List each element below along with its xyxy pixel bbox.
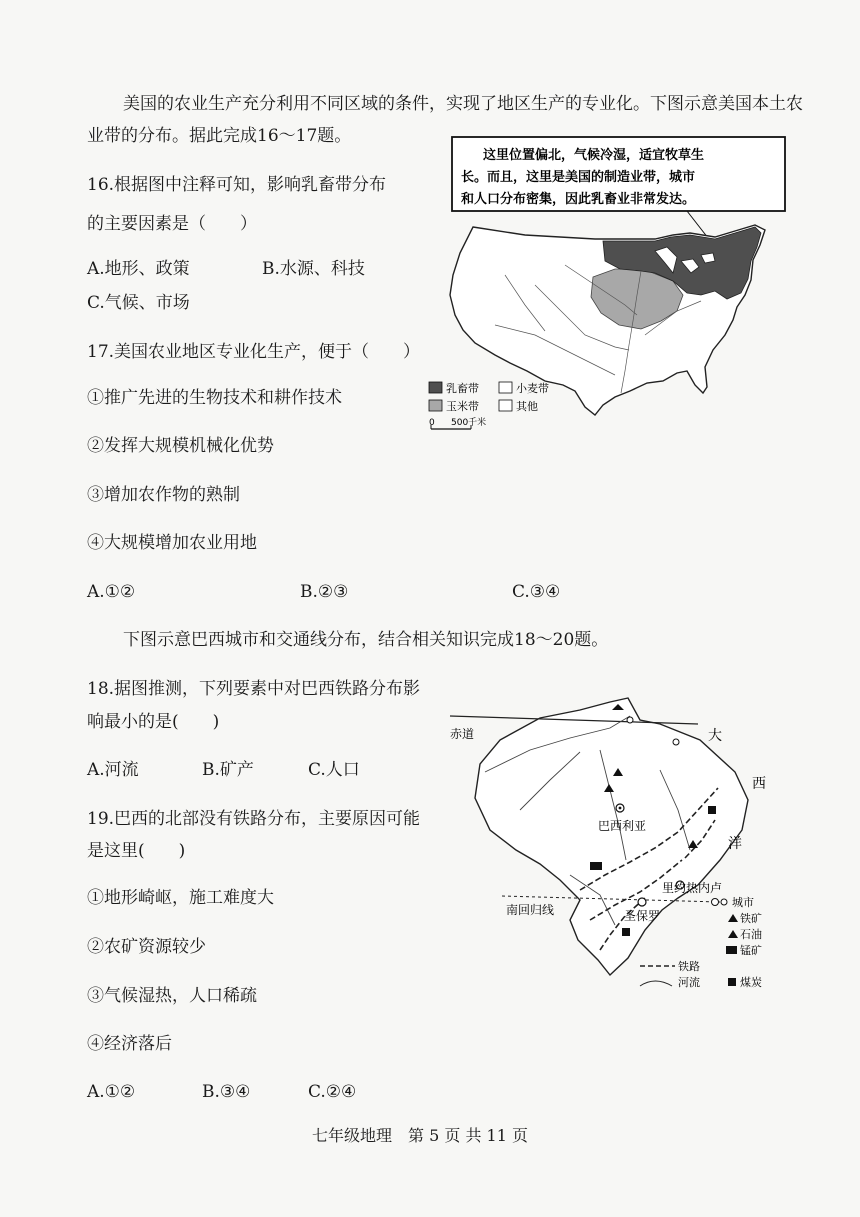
q18-stem-2: 响最小的是( ) xyxy=(87,712,220,732)
q18-stem-1: 18.据图推测，下列要素中对巴西铁路分布影 xyxy=(87,679,421,699)
label-rio: 里约热内卢 xyxy=(662,881,723,895)
legend-city: 城市 xyxy=(732,896,754,909)
manganese-icon xyxy=(590,862,602,870)
legend-river: 河流 xyxy=(678,976,700,989)
legend-iron-icon xyxy=(728,914,738,922)
q19-item-1: ①地形崎岖，施工难度大 xyxy=(87,888,274,908)
legend-wheat-label: 小麦带 xyxy=(516,382,549,395)
legend-dairy-label: 乳畜带 xyxy=(446,382,479,395)
coal-icon-2 xyxy=(622,928,630,936)
intro-line-1: 美国的农业生产充分利用不同区域的条件，实现了地区生产的专业化。下图示意美国本土农 xyxy=(123,94,803,114)
q19-stem-2: 是这里( ) xyxy=(87,841,186,861)
q18-option-c: C.人口 xyxy=(308,760,360,780)
legend-railway: 铁路 xyxy=(678,960,700,973)
q16-stem-1: 16.根据图中注释可知，影响乳畜带分布 xyxy=(87,175,387,195)
q17-item-4: ④大规模增加农业用地 xyxy=(87,533,257,553)
intro-line-2: 业带的分布。据此完成16～17题。 xyxy=(87,126,352,146)
usa-map-legend xyxy=(429,381,549,413)
ocean-label-2: 西 xyxy=(752,776,766,792)
q19-item-3: ③气候湿热，人口稀疏 xyxy=(87,986,257,1006)
coal-icon xyxy=(708,806,716,814)
legend-iron: 铁矿 xyxy=(740,912,762,925)
q19-option-c: C.②④ xyxy=(308,1082,357,1102)
q17-option-a: A.①② xyxy=(87,582,136,602)
legend-coal-icon xyxy=(728,978,736,986)
annotation-line-3: 和人口分布密集，因此乳畜业非常发达。 xyxy=(461,192,696,207)
scale-zero: 0 xyxy=(429,418,435,428)
q17-stem: 17.美国农业地区专业化生产，便于（ ） xyxy=(87,342,421,362)
q16-option-b: B.水源、科技 xyxy=(262,259,365,279)
q18-option-b: B.矿产 xyxy=(202,760,254,780)
q17-option-b: B.②③ xyxy=(300,582,349,602)
annotation-line-2: 长。而且，这里是美国的制造业带，城市 xyxy=(461,170,696,185)
legend-manganese-icon xyxy=(726,946,737,954)
intro2: 下图示意巴西城市和交通线分布，结合相关知识完成18～20题。 xyxy=(123,630,609,650)
q19-item-2: ②农矿资源较少 xyxy=(87,937,206,957)
brazil-transport-map xyxy=(440,680,800,1000)
legend-manganese: 锰矿 xyxy=(740,944,762,957)
legend-wheat-swatch xyxy=(499,382,512,393)
legend-corn-label: 玉米带 xyxy=(446,400,479,413)
q17-item-3: ③增加农作物的熟制 xyxy=(87,485,240,505)
q16-stem-2: 的主要因素是（ ） xyxy=(87,214,257,234)
usa-map-scale xyxy=(429,416,486,429)
q19-item-4: ④经济落后 xyxy=(87,1034,172,1054)
city-fortaleza xyxy=(673,739,679,745)
ocean-label-3: 洋 xyxy=(728,836,742,852)
q17-item-1: ①推广先进的生物技术和耕作技术 xyxy=(87,388,342,408)
q19-stem-1: 19.巴西的北部没有铁路分布，主要原因可能 xyxy=(87,809,421,829)
scale-label: 500千米 xyxy=(451,418,487,428)
q16-option-a: A.地形、政策 xyxy=(87,259,190,279)
q19-option-a: A.①② xyxy=(87,1082,136,1102)
city-belem xyxy=(627,717,633,723)
legend-oil: 石油 xyxy=(740,928,762,941)
q18-option-a: A.河流 xyxy=(87,760,139,780)
page-footer: 七年级地理 第 5 页 共 11 页 xyxy=(312,1126,528,1145)
equator-label: 赤道 xyxy=(450,727,475,741)
legend-corn-swatch xyxy=(429,400,442,411)
q17-item-2: ②发挥大规模机械化优势 xyxy=(87,436,274,456)
q17-option-c: C.③④ xyxy=(512,582,561,602)
legend-coal: 煤炭 xyxy=(740,976,762,989)
legend-oil-icon xyxy=(728,930,738,938)
ocean-label-1: 大 xyxy=(708,728,722,744)
q19-option-b: B.③④ xyxy=(202,1082,251,1102)
q16-option-c: C.气候、市场 xyxy=(87,293,190,313)
legend-other-swatch xyxy=(499,400,512,411)
city-saopaulo xyxy=(638,898,646,906)
legend-dairy-swatch xyxy=(429,382,442,393)
legend-other-label: 其他 xyxy=(516,400,538,413)
legend-river-icon xyxy=(640,981,672,986)
label-saopaulo: 圣保罗 xyxy=(624,909,661,923)
tropic-label: 南回归线 xyxy=(506,903,555,917)
usa-agriculture-map xyxy=(415,135,790,435)
annotation-line-1: 这里位置偏北，气候冷湿，适宜牧草生 xyxy=(483,148,705,163)
label-brasilia: 巴西利亚 xyxy=(598,819,647,833)
